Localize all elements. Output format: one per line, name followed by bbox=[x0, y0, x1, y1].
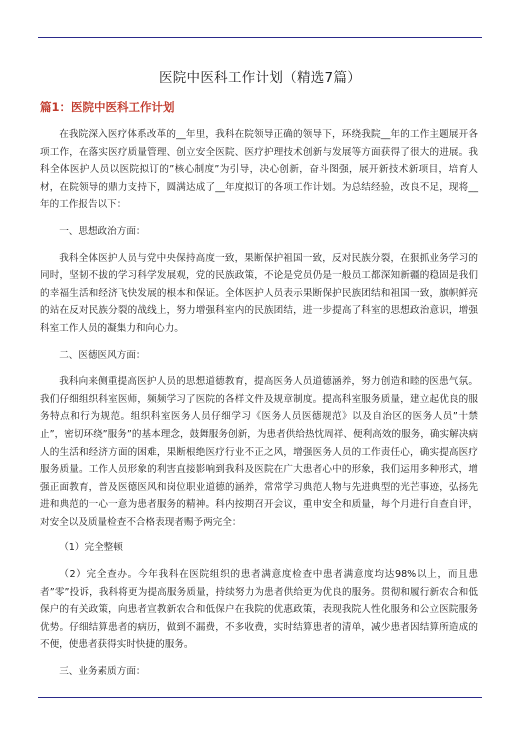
document-body bbox=[40, 126, 478, 690]
paragraph-intro: 在我院深入医疗体系改革的__年里，我科在院领导正确的领导下，环绕我院__年的工作主题展开各项工作，在落实医疗质量管理、创立安全医院、医疗护理技术创新与发展等方面获得了很大的进展。我科全体医护人员以医院拟订的”核心制度”为引导，决心创新，奋斗图强，展开新技术新项目，培育人材，在院领导的鼎力支持下，圆满达成了__年度拟订的各项工作计划。为总结经验，改良不足，现将__年的工作报告以下： bbox=[40, 129, 478, 211]
header-rule bbox=[38, 37, 482, 38]
paragraph-investigate: （2）完全查办。今年我科在医院组织的患者满意度检查中患者满意度均达98%以上，而且患者”零”投诉，我科将更为提高服务质量，持续努力为患者供给更为优良的服务。贯彻和履行新农合和低保户的有关政策，向患者宣教新农合和低保户在我院的优惠政策，表现我院人性化服务和公立医院服务优势。仔细结算患者的病历，做到不漏费，不多收费，实时结算患者的清单，减少患者因结算所造成的不便，使患者获得实时快捷的服务。 bbox=[40, 569, 478, 651]
footer-rule bbox=[38, 697, 482, 698]
heading-ideology: 一、思想政治方面： bbox=[59, 225, 146, 237]
heading-ethics: 二、医德医风方面： bbox=[59, 349, 146, 361]
section-title: 篇1：医院中医科工作计划 bbox=[40, 100, 175, 114]
heading-skills: 三、业务素质方面： bbox=[59, 666, 146, 678]
sub-item-rectify: （1）完全整顿 bbox=[59, 542, 123, 554]
document-title: 医院中医科工作计划（精选7篇） bbox=[158, 70, 362, 86]
paragraph-ethics: 我科向来侧重提高医护人员的思想道德教育，提高医务人员道德涵养，努力创造和睦的医患气氛。我们仔细组织科室医师，频频学习了医院的各样文件及规章制度。提高科室服务质量，建立起优良的服务特点和行为规范。组织科室医务人员仔细学习《医务人员医德规范》以及自治区的医务人员”十禁止”，密切环绕”服务”的基本理念，鼓舞服务创新，为患者供给热忱周祥、便利高效的服务，确实解决病人的生活和经济方面的困难，果断根绝医疗行业不正之风，增强医务人员的工作责任心，确实提高医疗服务质量。工作人员形象的利害直接影响到我科及医院在广大患者心中的形象，我们运用多种形式，增强正面教育，普及医德医风和岗位职业道德的涵养，常常学习典范人物与先进典型的光芒事迹，弘扬先进和典范的一心一意为患者服务的精神。科内按期召开会议，重申安全和质量，每个月进行自查自评，对安全以及质量检查不合格表现者赐予两完全： bbox=[40, 376, 478, 528]
paragraph-ideology: 我科全体医护人员与党中央保持高度一致，果断保护祖国一致，反对民族分裂，在狠抓业务学习的同时，坚韧不拔的学习科学发展观，党的民族政策，不论是党员仍是一般员工都深知新疆的稳固是我们的幸福生活和经济飞快发展的根本和保证。全体医护人员表示果断保护民族团结和祖国一致，旗帜鲜亮的站在反对民族分裂的战线上，努力增强科室内的民族团结，进一步提高了科室的思想政治意识，增强科室工作人员的凝集力和向心力。 bbox=[40, 252, 478, 334]
